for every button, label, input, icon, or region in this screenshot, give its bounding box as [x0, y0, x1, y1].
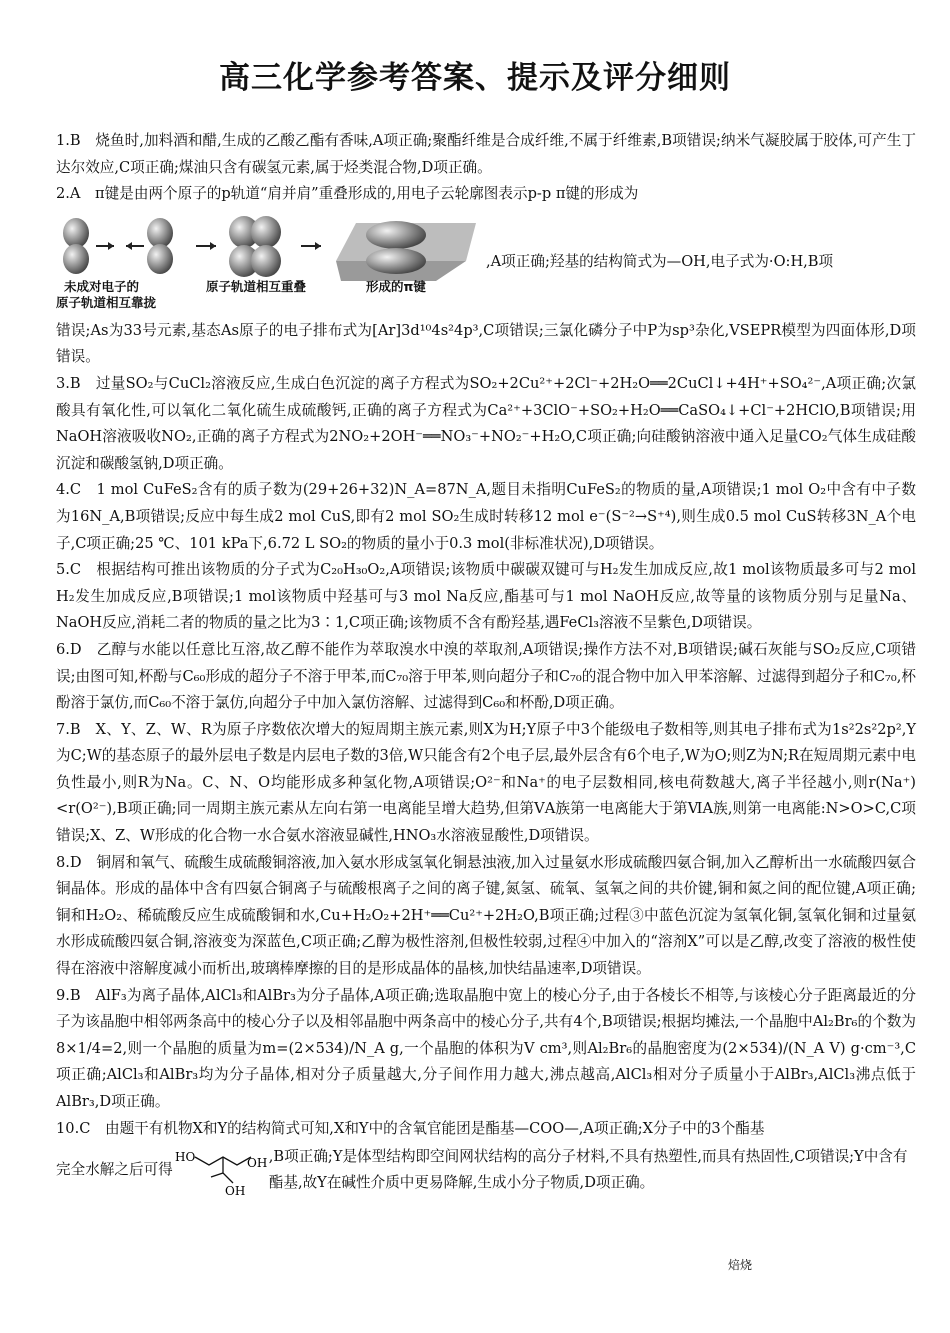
orbital-caption: 形成的π键 — [366, 278, 426, 294]
triol-structure — [175, 1143, 267, 1197]
orbital-caption: 原子轨道相互重叠 — [206, 278, 307, 294]
answer-item-10 — [56, 1116, 916, 1199]
answer-text: 完全水解之后可得 — [56, 1160, 173, 1178]
answer-text: 6.D 乙醇与水能以任意比互溶,故乙醇不能作为萃取溴水中溴的萃取剂,A项错误;操作方法不对,B项错误;碱石灰能与SO₂反应,C项错误;由图可知,杯酚与C₆₀形成的超分子不溶于甲苯,而C₇₀溶于甲苯,则向超分子和C₇₀的混合物中加入甲苯溶解、过滤得到超分子和C₇₀,杯酚溶于氯仿,而C₆₀不溶于氯仿,向超分子中加入氯仿溶解、过滤得到C₆₀和杯酚,D项正确。 — [56, 640, 916, 712]
answer-text: 5.C 根据结构可推出该物质的分子式为C₂₀H₃₀O₂,A项错误;该物质中碳碳双键可与H₂发生加成反应,故1 mol该物质最多可与2 mol H₂发生加成反应,B项错误;1 mol该物质中羟基可与3 mol Na反应,酯基可与1 mol NaOH反应,故等量的该物质分别与足量Na、NaOH反应,消耗二者的物质的量之比为3∶1,C项正确;该物质不含有酚羟基,遇FeCl₃溶液不呈紫色,D项错误。 — [56, 561, 916, 632]
answer-text: 8.D 铜屑和氧气、硫酸生成硫酸铜溶液,加入氨水形成氢氧化铜悬浊液,加入过量氨水形成硫酸四氨合铜,加入乙醇析出一水硫酸四氨合铜晶体。形成的晶体中含有四氨合铜离子与硫酸根离子之间的离子键,氮氢、硫氧、氢氧之间的共价键,铜和氮之间的配位键,A项正确;铜和H₂O₂、稀硫酸反应生成硫酸铜和水,Cu+H₂O₂+2H⁺══Cu²⁺+2H₂O,B项正确;过程③中蓝色沉淀为氢氧化铜,氢氧化铜和过量氨水形成硫酸四氨合铜,溶液变为深蓝色,C项正确;乙醇为极性溶剂,但极性较弱,过程④中加入的“溶剂X”可以是乙醇,改变了溶液的极性使得在溶液中溶解度减小而析出,玻璃棒摩擦的目的是形成晶体的晶核,加快结晶速率,D项错误。 — [56, 853, 916, 978]
structure-label: OH — [224, 1184, 246, 1198]
answer-item-7 — [56, 717, 916, 850]
answer-item-2 — [56, 181, 916, 371]
orbital-figure — [56, 211, 476, 283]
answer-text: ,B项正确;Y是体型结构即空间网状结构的高分子材料,不具有热塑性,而具有热固性,C项错误;Y中含有酯基,故Y在碱性介质中更易降解,生成小分子物质,D项正确。 — [268, 1147, 908, 1192]
structure-label: HO — [174, 1150, 196, 1165]
page-title: 高三化学参考答案、提示及评分细则 — [219, 60, 731, 96]
answer-list — [56, 128, 916, 1198]
answer-text: 9.B AlF₃为离子晶体,AlCl₃和AlBr₃为分子晶体,A项正确;选取晶胞中宽上的棱心分子,由于各棱长不相等,与该棱心分子距离最近的分子为该晶胞中相邻两条高中的棱心分子以及相邻晶胞中两条高中的棱心分子,共有4个,B项错误;根据均摊法,一个晶胞中Al₂Br₆的个数为8×1/4=2,则一个晶胞的质量为m=(2×534)/N_A g,一个晶胞的体积为V cm³,则Al₂Br₆的晶胞密度为(2×534)/(N_A V) g·cm⁻³,C项正确;AlCl₃和AlBr₃均为分子晶体,相对分子质量越大,分子间作用力越大,沸点越高,AlCl₃相对分子质量小于AlBr₃,AlCl₃沸点低于AlBr₃,D项正确。 — [56, 986, 916, 1110]
answer-text: 2.A π键是由两个原子的p轨道“肩并肩”重叠形成的,用电子云轮廓图表示p-p π键的形成为 — [56, 185, 639, 203]
answer-text: 1.B 烧鱼时,加料酒和醋,生成的乙酸乙酯有香味,A项正确;聚酯纤维是合成纤维,不属于纤维素,B项错误;纳米气凝胶属于胶体,可产生丁达尔效应,C项正确;煤油只含有碳氢元素,属于烃类混合物,D项正确。 — [56, 132, 916, 176]
pi-bond-orbital-diagram — [56, 211, 476, 315]
answer-item-3 — [56, 371, 916, 477]
answer-item-6 — [56, 637, 916, 717]
orbital-caption: 未成对电子的 — [64, 278, 140, 294]
answer-text: ,A项正确;羟基的结构简式为—OH,电子式为·O:H,B项 — [486, 253, 834, 271]
answer-item-5 — [56, 557, 916, 637]
answer-item-4 — [56, 477, 916, 557]
answer-text: 10.C 由题干有机物X和Y的结构简式可知,X和Y中的含氧官能团是酯基—COO—,A项正确;X分子中的3个酯基 — [56, 1119, 765, 1137]
answer-text: 7.B X、Y、Z、W、R为原子序数依次增大的短周期主族元素,则X为H;Y原子中3个能级电子数相等,则其电子排布式为1s²2s²2p²,Y为C;W的基态原子的最外层电子数是内层电子数的3倍,W只能含有2个电子层,最外层含有6个电子,W为O;则Z为N;R在短周期元素中电负性最小,则R为Na。C、N、O均能形成多种氢化物,A项错误;O²⁻和Na⁺的电子层数相同,核电荷数越大,离子半径越小,则r(Na⁺)<r(O²⁻),B项正确;同一周期主族元素从左向右第一电离能呈增大趋势,但第ⅤA族第一电离能大于第ⅥA族,则第一电离能:N>O>C,C项错误;X、Z、W形成的化合物一水合氨水溶液显碱性,HNO₃水溶液显酸性,D项错误。 — [56, 720, 916, 845]
structure-label: OH — [246, 1156, 267, 1171]
answer-text: 错误;As为33号元素,基态As原子的电子排布式为[Ar]3d¹⁰4s²4p³,C项错误;三氯化磷分子中P为sp³杂化,VSEPR模型为四面体形,D项错误。 — [56, 321, 916, 366]
answer-text: 3.B 过量SO₂与CuCl₂溶液反应,生成白色沉淀的离子方程式为SO₂+2Cu²⁺+2Cl⁻+2H₂O══2CuCl↓+4H⁺+SO₄²⁻,A项正确;次氯酸具有氧化性,可以氧化二氧化硫生成硫酸钙,正确的离子方程式为Ca²⁺+3ClO⁻+SO₂+H₂O══CaSO₄↓+Cl⁻+2HClO,B项错误;用NaOH溶液吸收NO₂,正确的离子方程式为2NO₂+2OH⁻══NO₃⁻+NO₂⁻+H₂O,C项正确;向硅酸钠溶液中通入足量CO₂气体生成硅酸沉淀和碳酸氢钠,D项正确。 — [56, 374, 916, 472]
orbital-caption: 原子轨道相互靠拢 — [56, 294, 157, 310]
answer-text: 4.C 1 mol CuFeS₂含有的质子数为(29+26+32)N_A=87N_A,题目未指明CuFeS₂的物质的量,A项错误;1 mol O₂中含有中子数为16N_A,B项错误;反应中每生成2 mol CuS,即有2 mol SO₂生成时转移12 mol e⁻(S⁻²→S⁺⁴),则生成0.5 mol CuS转移3N_A个电子,C项正确;25 ℃、101 kPa下,6.72 L SO₂的物质的量小于0.3 mol(非标准状况),D项错误。 — [56, 481, 916, 552]
answer-item-1 — [56, 128, 916, 181]
answer-item-9 — [56, 983, 916, 1116]
answer-item-8 — [56, 850, 916, 983]
footnote: 焙烧 — [728, 1258, 753, 1272]
